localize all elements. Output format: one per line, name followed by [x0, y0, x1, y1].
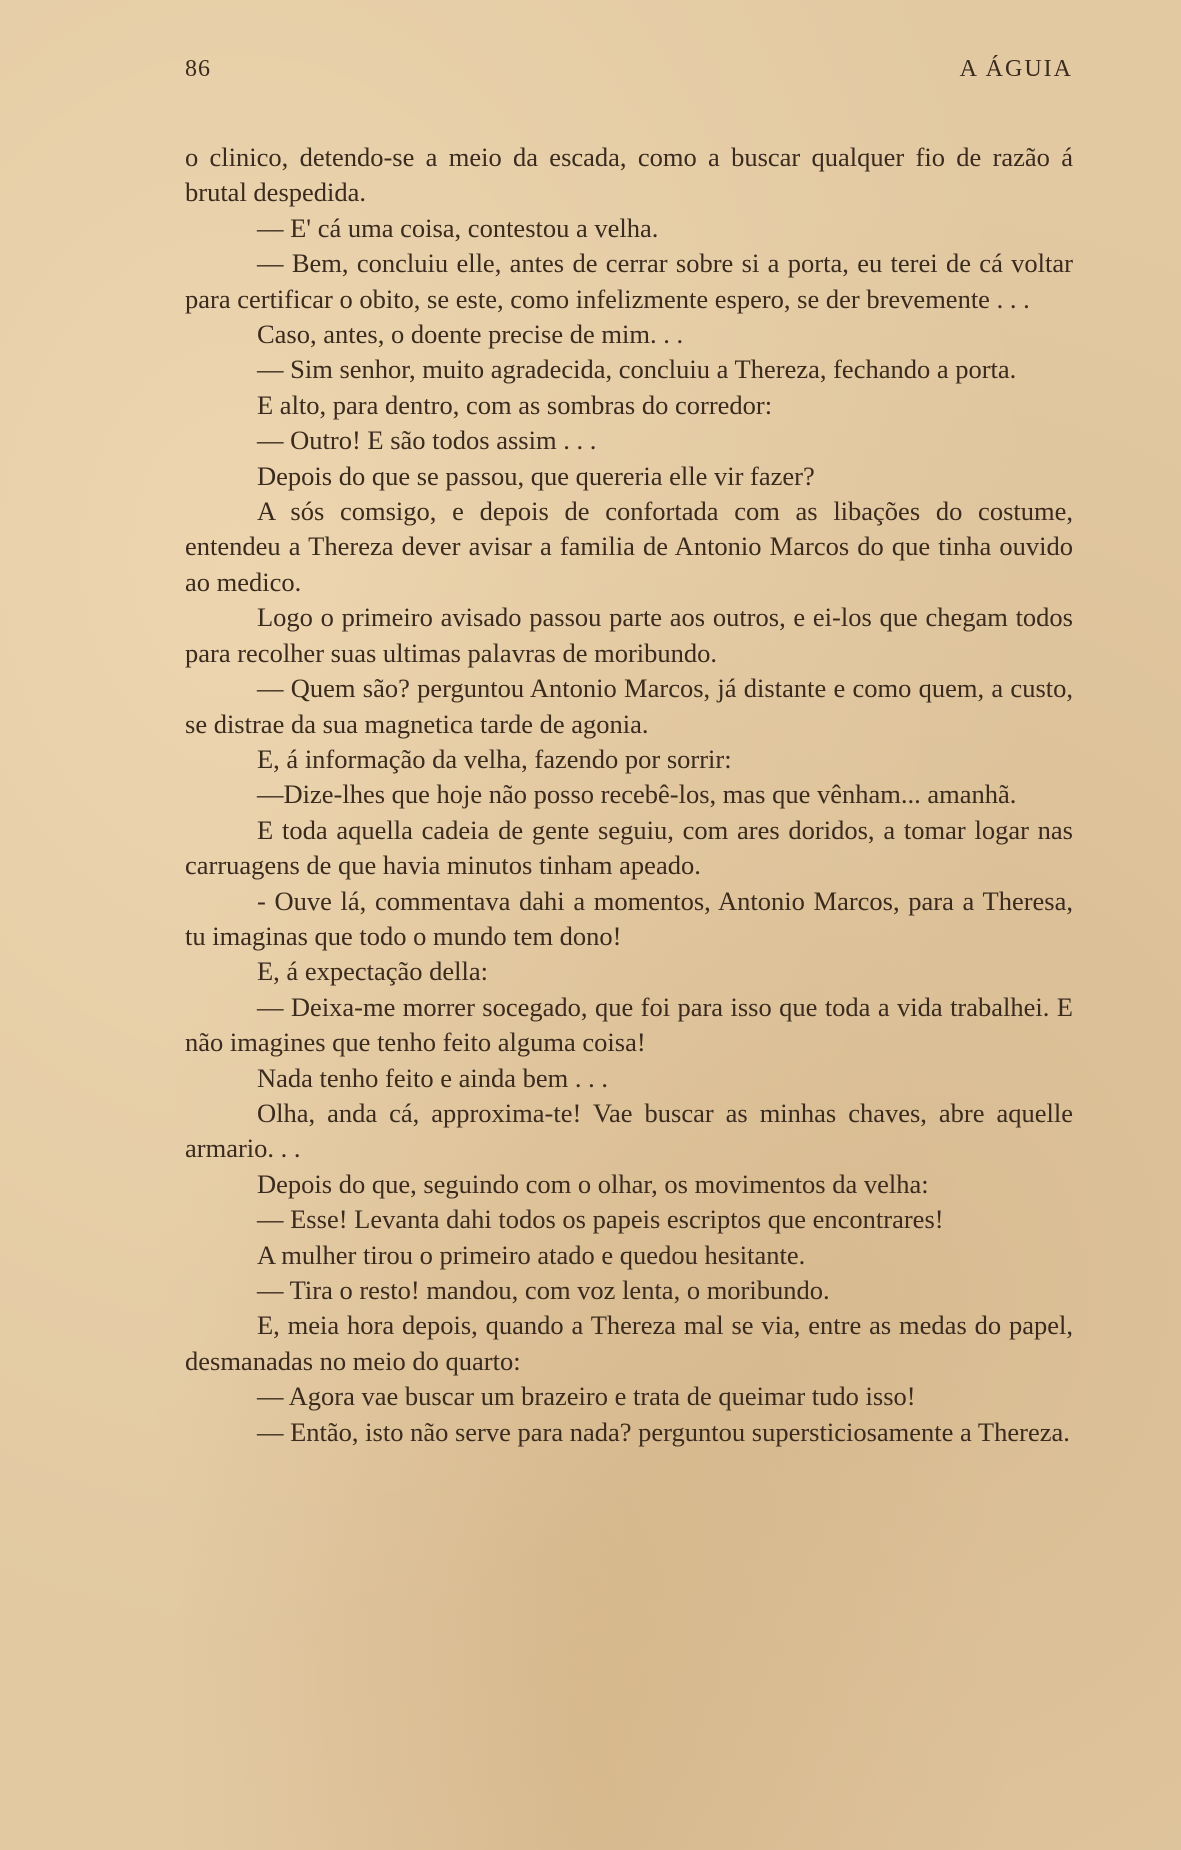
paragraph: — Tira o resto! mandou, com voz lenta, o moribundo. — [257, 1275, 830, 1305]
paragraph: —Dize-lhes que hoje não posso recebê-los, mas que vênham... amanhã. — [257, 779, 1017, 810]
paragraph: — Sim senhor, muito agradecida, concluiu a Thereza, fechando a porta. — [257, 354, 1017, 385]
paragraph: Olha, anda cá, approxima-te! Vae buscar as minhas chaves, abre aquelle armario. . . — [185, 1097, 1073, 1164]
paragraph: — E' cá uma coisa, contestou a velha. — [257, 212, 659, 243]
paragraph: Depois do que se passou, que quereria elle vir fazer? — [257, 460, 815, 491]
paragraph: Depois do que, seguindo com o olhar, os movimentos da velha: — [257, 1168, 929, 1199]
paragraph: E toda aquella cadeia de gente seguiu, com ares doridos, a tomar logar nas carruagens de que havia minutos tinham apeado. — [185, 814, 1073, 881]
paragraph: A mulher tirou o primeiro atado e quedou hesitante. — [257, 1239, 806, 1270]
paragraph: E, meia hora depois, quando a Thereza mal se via, entre as medas do papel, desmanadas no meio do quarto: — [185, 1310, 1073, 1376]
paragraph: A sós comsigo, e depois de confortada com as libações do costume, entendeu a Thereza dever avisar a familia de Antonio Marcos do que tinha ouvido ao medico. — [185, 496, 1073, 597]
page-header — [185, 56, 1073, 96]
paragraph: — Deixa-me morrer socegado, que foi para isso que toda a vida trabalhei. E não imagines que tenho feito alguma coisa! — [185, 991, 1073, 1058]
paragraph: — Então, isto não serve para nada? perguntou supersticiosamente a Thereza. — [257, 1416, 1070, 1447]
paragraph: — Outro! E são todos assim . . . — [257, 425, 597, 456]
paragraph: E alto, para dentro, com as sombras do corredor: — [257, 389, 773, 420]
paragraph: E, á informação da velha, fazendo por sorrir: — [257, 743, 732, 774]
paragraph: — Esse! Levanta dahi todos os papeis escriptos que encontrares! — [257, 1204, 944, 1235]
paragraph: — Bem, concluiu elle, antes de cerrar sobre si a porta, eu terei de cá voltar para certificar o obito, se este, como infelizmente espero, se der brevemente . . . — [185, 248, 1073, 314]
body-text — [185, 140, 1073, 1450]
running-title: A ÁGUIA — [959, 56, 1073, 82]
paragraph: Logo o primeiro avisado passou parte aos outros, e ei-los que chegam todos para recolher suas ultimas palavras de moribundo. — [185, 602, 1073, 668]
paragraph: Nada tenho feito e ainda bem . . . — [257, 1062, 608, 1093]
paragraph: - Ouve lá, commentava dahi a momentos, Antonio Marcos, para a Theresa, tu imaginas que todo o mundo tem dono! — [185, 885, 1073, 951]
paragraph: o clinico, detendo-se a meio da escada, como a buscar qualquer fio de razão á brutal despedida. — [185, 142, 1073, 208]
paragraph: Caso, antes, o doente precise de mim. . . — [257, 319, 684, 350]
page-number: 86 — [185, 56, 211, 82]
paragraph: E, á expectação della: — [257, 956, 488, 987]
paragraph: — Agora vae buscar um brazeiro e trata de queimar tudo isso! — [257, 1381, 916, 1412]
paragraph: — Quem são? perguntou Antonio Marcos, já distante e como quem, a custo, se distrae da sua magnetica tarde de agonia. — [185, 673, 1073, 739]
